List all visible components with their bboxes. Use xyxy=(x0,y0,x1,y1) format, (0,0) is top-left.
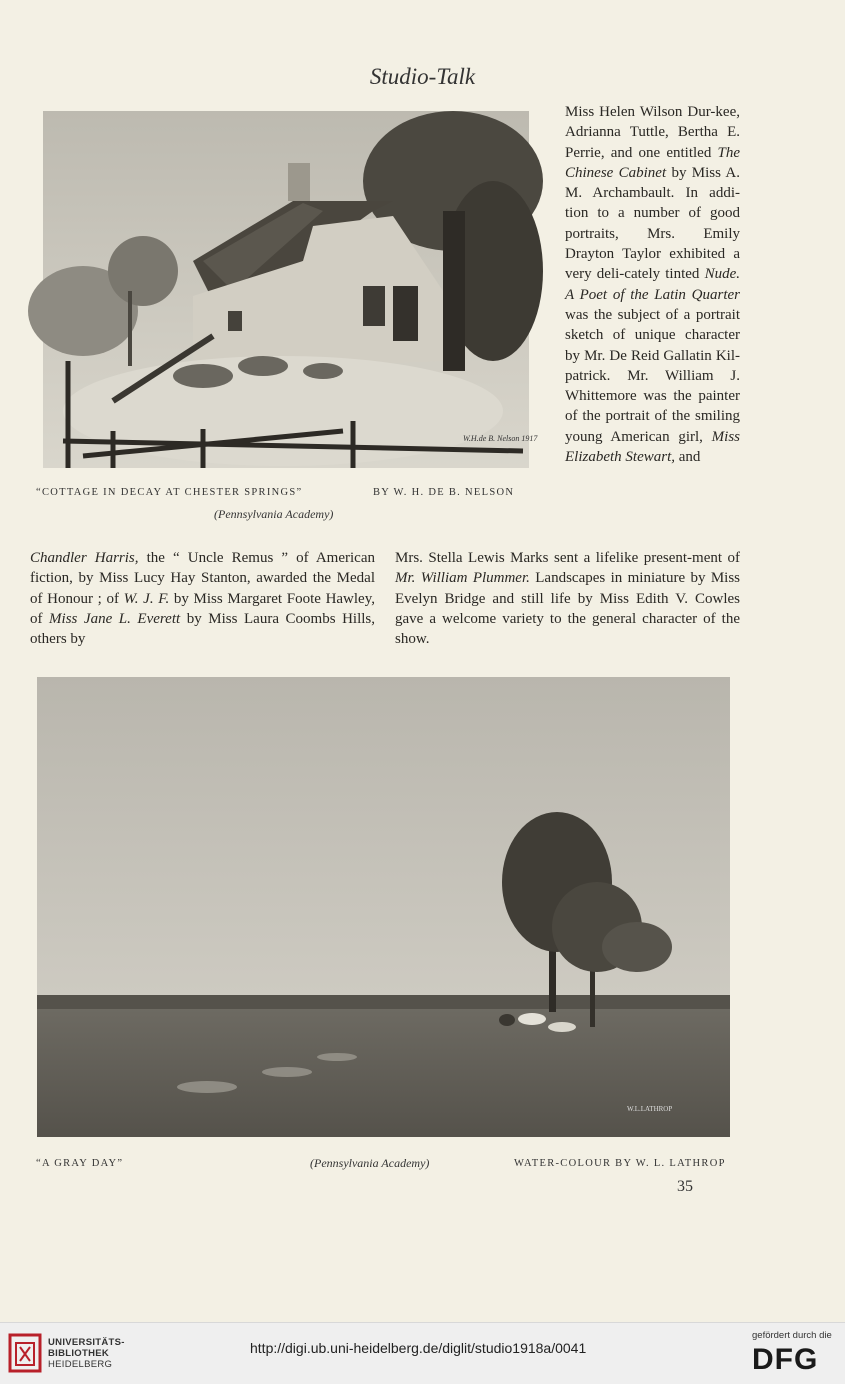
landscape-illustration xyxy=(37,677,730,1137)
figure2-caption-artist: WATER-COLOUR BY W. L. LATHROP xyxy=(514,1158,726,1169)
permalink-url[interactable]: http://digi.ub.uni-heidelberg.de/diglit/studio1918a/0041 xyxy=(250,1340,587,1356)
figure1-caption-artist: BY W. H. DE B. NELSON xyxy=(373,487,515,498)
figure-cottage-painting xyxy=(43,111,538,468)
library-name: UNIVERSITÄTS- BIBLIOTHEK HEIDELBERG xyxy=(48,1337,125,1370)
dfg-logo[interactable]: DFG xyxy=(752,1343,819,1376)
text-column-middle xyxy=(395,548,740,649)
digitization-footer xyxy=(0,1322,845,1384)
figure-gray-day-painting xyxy=(37,677,730,1137)
text-column-right xyxy=(565,102,740,467)
figure2-caption-location: (Pennsylvania Academy) xyxy=(310,1156,430,1170)
funding-note: gefördert durch die xyxy=(752,1330,832,1341)
paragraph: Miss Helen Wilson Dur-kee, Adrianna Tuttle, Bertha E. Perrie, and one entitled The Chinese Cabinet by Miss A. M. Archambault. In addi-tion to a number of good portraits, Mrs. Emily Drayton Taylor exhibited a very deli-cately tinted Nude. A Poet of the Latin Quarter was the subject of a portrait sketch of unique character by Mr. De Reid Gallatin Kil-patrick. Mr. William J. Whittemore was the painter of the portrait of the smiling young American girl, Miss Elizabeth Stewart, and xyxy=(565,104,741,466)
paragraph: Chandler Harris, the “ Uncle Remus ” of American fiction, by Miss Lucy Hay Stanton, awarded the Medal of Honour ; of W. J. F. by Miss Margaret Foote Hawley, of Miss Jane L. Everett by Miss Laura Coombs Hills, others by xyxy=(30,550,375,648)
figure1-caption-title: “COTTAGE IN DECAY AT CHESTER SPRINGS” xyxy=(36,487,303,498)
running-title: Studio-Talk xyxy=(369,64,476,89)
cottage-illustration xyxy=(43,111,538,468)
university-library-logo-icon[interactable] xyxy=(8,1331,42,1375)
landscape-signature: W.L.LATHROP xyxy=(627,1105,673,1113)
text-column-left xyxy=(30,548,375,649)
page-number: 35 xyxy=(677,1178,693,1195)
figure2-caption-title: “A GRAY DAY” xyxy=(36,1158,124,1169)
figure1-caption-location: (Pennsylvania Academy) xyxy=(214,507,334,521)
paragraph: Mrs. Stella Lewis Marks sent a lifelike present-ment of Mr. William Plummer. Landscapes in miniature by Miss Evelyn Bridge and still life by Miss Edith V. Cowles gave a welcome variety to the general character of the show. xyxy=(395,550,741,648)
cottage-signature: W.H.de B. Nelson 1917 xyxy=(463,434,538,443)
